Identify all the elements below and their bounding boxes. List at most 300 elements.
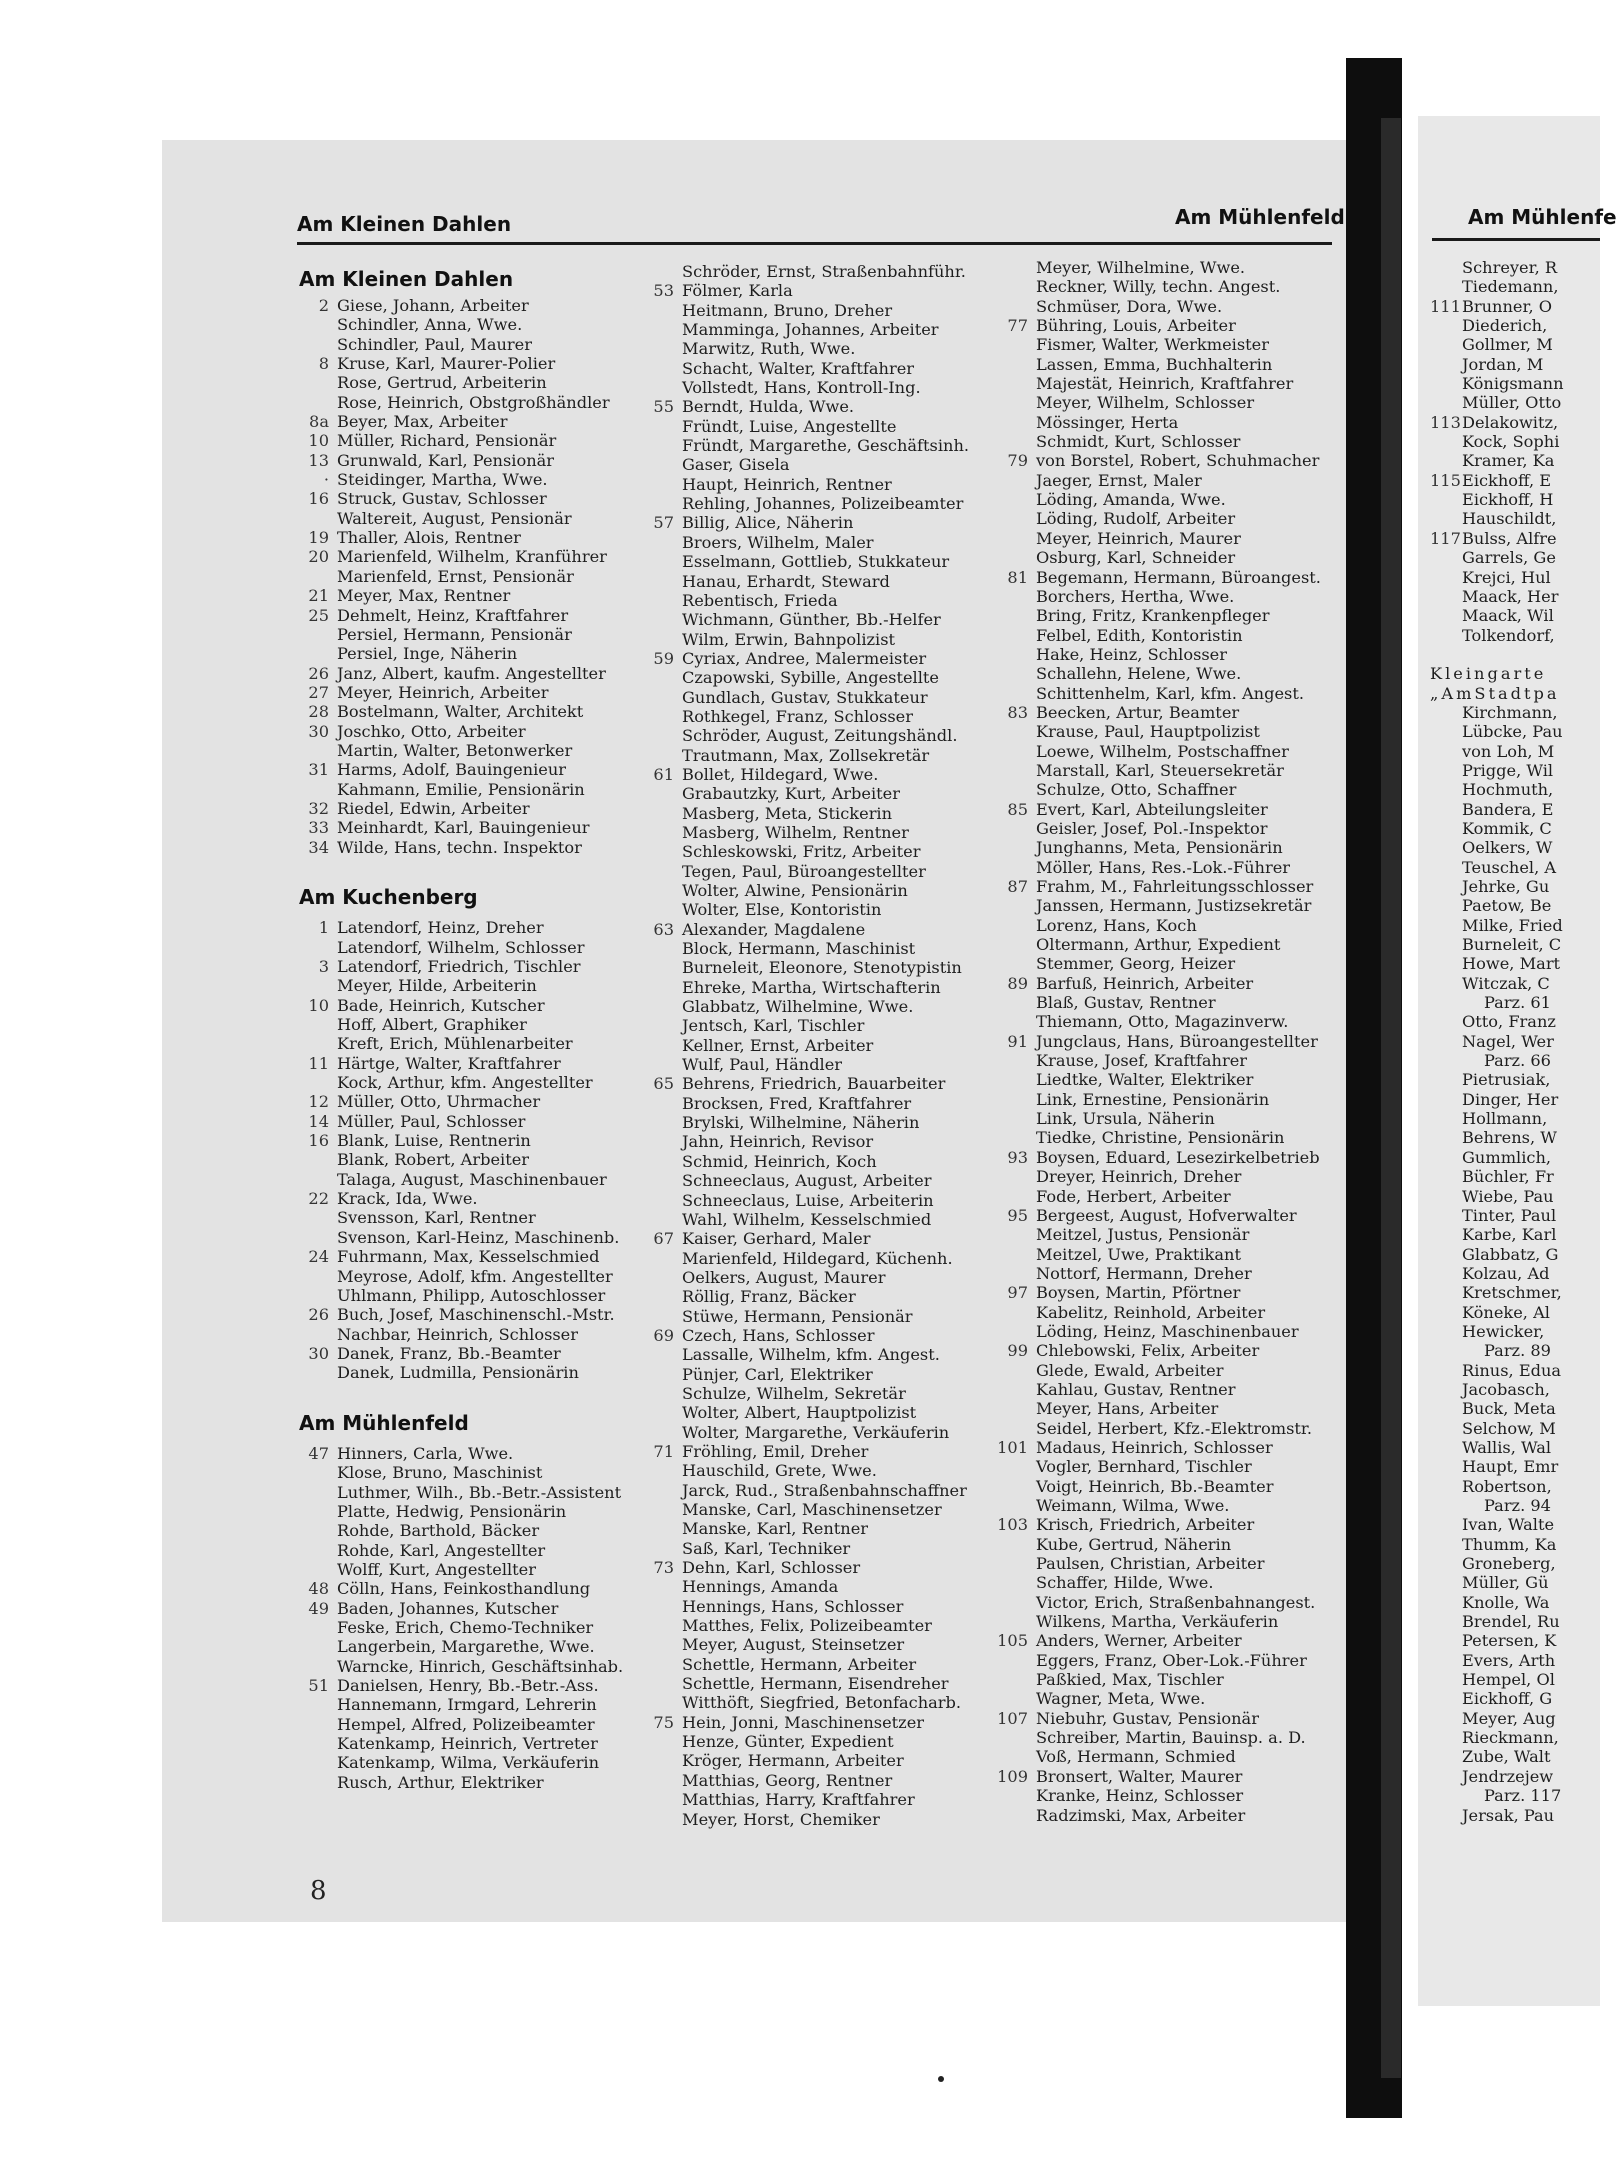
- resident-text: Fismer, Walter, Werkmeister: [1036, 335, 1269, 355]
- resident-entry: [1430, 1767, 1600, 1786]
- resident-entry: [992, 1225, 1344, 1244]
- house-number: [293, 1463, 337, 1482]
- resident-entry: [638, 1268, 990, 1287]
- resident-text: Steidinger, Martha, Wwe.: [337, 470, 548, 490]
- resident-entry: [992, 1767, 1344, 1786]
- resident-text: Schacht, Walter, Kraftfahrer: [682, 358, 915, 378]
- house-number: [638, 1655, 682, 1674]
- resident-text: Voigt, Heinrich, Bb.-Beamter: [1036, 1476, 1274, 1496]
- street-heading: Am Mühlenfeld: [299, 1410, 469, 1435]
- house-number: 75: [653, 1712, 674, 1732]
- resident-entry: [638, 1732, 990, 1751]
- resident-entry: [638, 455, 990, 474]
- house-number: [638, 1132, 682, 1151]
- resident-entry: [638, 1461, 990, 1480]
- resident-text: Danek, Ludmilla, Pensionärin: [337, 1363, 579, 1383]
- resident-text: Meyer, Wilhelmine, Wwe.: [1036, 258, 1246, 277]
- resident-entry: [638, 1326, 990, 1345]
- resident-entry: [293, 918, 661, 937]
- resident-text: Meyer, Hans, Arbeiter: [1036, 1399, 1219, 1419]
- resident-text: Wolff, Kurt, Angestellter: [337, 1559, 536, 1579]
- resident-entry: [1430, 1109, 1600, 1128]
- resident-text: Talaga, August, Maschinenbauer: [337, 1169, 607, 1189]
- house-number: [638, 572, 682, 591]
- resident-entry: [1430, 1612, 1600, 1631]
- house-number: 101: [997, 1437, 1028, 1457]
- house-number: 63: [653, 919, 674, 939]
- resident-entry: [638, 339, 990, 358]
- resident-text: Fründt, Margarethe, Geschäftsinh.: [682, 436, 970, 456]
- house-number: [638, 842, 682, 861]
- resident-entry: [638, 649, 990, 668]
- house-number: [992, 761, 1036, 780]
- house-number: 8: [318, 354, 329, 374]
- house-number: 32: [308, 798, 329, 818]
- resident-entry: [638, 1423, 990, 1442]
- resident-entry: [1430, 1187, 1600, 1206]
- resident-text: Kretschmer,: [1462, 1283, 1562, 1303]
- resident-entry: [638, 746, 990, 765]
- house-number: 12: [308, 1092, 329, 1112]
- resident-text: Dehn, Karl, Schlosser: [682, 1558, 861, 1578]
- house-number: [638, 1810, 682, 1829]
- resident-text: Bronsert, Walter, Maurer: [1036, 1766, 1243, 1786]
- resident-entry: [638, 436, 990, 455]
- resident-text: Wagner, Meta, Wwe.: [1036, 1689, 1206, 1709]
- resident-text: Majestät, Heinrich, Kraftfahrer: [1036, 374, 1294, 394]
- resident-text: Schaffer, Hilde, Wwe.: [1036, 1573, 1214, 1593]
- resident-text: Manske, Karl, Rentner: [682, 1519, 869, 1539]
- resident-text: Grabautzky, Kurt, Arbeiter: [682, 784, 900, 804]
- resident-text: Dehmelt, Heinz, Kraftfahrer: [337, 605, 569, 625]
- house-number: 26: [308, 1305, 329, 1325]
- house-number: 2: [318, 296, 329, 315]
- house-number: [638, 900, 682, 919]
- resident-entry: [1430, 1361, 1600, 1380]
- street-heading: Am Kleinen Dahlen: [299, 267, 514, 291]
- resident-entry: [1430, 1786, 1600, 1805]
- house-number: 113: [1430, 412, 1461, 432]
- resident-entry: [1430, 703, 1600, 722]
- house-number: 53: [653, 281, 674, 301]
- resident-text: Grunwald, Karl, Pensionär: [337, 450, 555, 470]
- house-number: 71: [653, 1441, 674, 1461]
- house-number: [1430, 1225, 1462, 1244]
- resident-text: Meyer, Aug: [1462, 1708, 1556, 1728]
- resident-text: Cyriax, Andree, Malermeister: [682, 648, 927, 668]
- resident-text: Hochmuth,: [1462, 780, 1554, 800]
- resident-entry: [992, 432, 1344, 451]
- house-number: 91: [1007, 1031, 1028, 1051]
- house-number: [293, 1150, 337, 1169]
- house-number: [992, 471, 1036, 490]
- resident-text: Prigge, Wil: [1462, 760, 1554, 780]
- house-number: [293, 1560, 337, 1579]
- resident-entry: [992, 1747, 1344, 1766]
- house-number: [293, 1715, 337, 1734]
- resident-text: Gummlich,: [1462, 1147, 1552, 1167]
- resident-text: Latendorf, Friedrich, Tischler: [337, 957, 581, 976]
- resident-text: Hoff, Albert, Graphiker: [337, 1015, 527, 1035]
- house-number: [992, 413, 1036, 432]
- house-number: [638, 339, 682, 358]
- house-number: 111: [1430, 296, 1461, 316]
- resident-entry: [992, 1496, 1344, 1515]
- house-number: [638, 436, 682, 455]
- house-number: [638, 1751, 682, 1770]
- house-number: [638, 862, 682, 881]
- resident-entry: [638, 1442, 990, 1461]
- resident-entry: [293, 315, 661, 334]
- house-number: [293, 1325, 337, 1344]
- resident-text: Zube, Walt: [1462, 1747, 1551, 1767]
- house-number: [992, 684, 1036, 703]
- resident-entry: [992, 1303, 1344, 1322]
- resident-text: Meitzel, Justus, Pensionär: [1036, 1225, 1250, 1245]
- resident-entry: [992, 1457, 1344, 1476]
- resident-text: Hake, Heinz, Schlosser: [1036, 644, 1228, 664]
- resident-entry: [992, 471, 1344, 490]
- resident-text: Löding, Heinz, Maschinenbauer: [1036, 1321, 1299, 1341]
- house-number: [638, 1345, 682, 1364]
- house-number: [992, 606, 1036, 625]
- house-number: [638, 1577, 682, 1596]
- resident-entry: [293, 431, 661, 450]
- house-number: [638, 320, 682, 339]
- resident-entry: [638, 1229, 990, 1248]
- section-heading: Kleingarte: [1430, 664, 1547, 684]
- resident-entry: [638, 1036, 990, 1055]
- resident-entry: [293, 1344, 661, 1363]
- resident-entry: [293, 976, 661, 995]
- resident-text: Manske, Carl, Maschinensetzer: [682, 1500, 942, 1519]
- resident-entry: [293, 1715, 661, 1734]
- resident-text: Borchers, Hertha, Wwe.: [1036, 586, 1235, 606]
- house-number: [638, 630, 682, 649]
- house-number: [992, 1322, 1036, 1341]
- resident-entry: [293, 1541, 661, 1560]
- house-number: [638, 746, 682, 765]
- resident-entry: [638, 1365, 990, 1384]
- resident-text: Schittenhelm, Karl, kfm. Angest.: [1036, 683, 1305, 703]
- resident-text: Meyer, Horst, Chemiker: [682, 1809, 880, 1829]
- house-number: 8a: [309, 412, 329, 432]
- resident-entry: [992, 1070, 1344, 1089]
- resident-text: Krause, Paul, Hauptpolizist: [1036, 722, 1260, 742]
- resident-text: Jendrzejew: [1462, 1766, 1554, 1786]
- resident-text: Schettle, Hermann, Eisendreher: [682, 1674, 949, 1694]
- resident-entry: [1430, 1399, 1600, 1418]
- resident-entry: [1430, 1225, 1600, 1244]
- house-number: [1430, 877, 1462, 896]
- house-number: [1430, 896, 1462, 915]
- resident-entry: [638, 572, 990, 591]
- resident-entry: [638, 1539, 990, 1558]
- house-number: [992, 645, 1036, 664]
- resident-entry: [992, 703, 1344, 722]
- resident-text: Bring, Fritz, Krankenpfleger: [1036, 606, 1270, 626]
- resident-entry: [638, 1558, 990, 1577]
- resident-entry: [293, 489, 661, 508]
- resident-text: Berndt, Hulda, Wwe.: [682, 397, 855, 417]
- house-number: [293, 1286, 337, 1305]
- resident-entry: [1430, 393, 1600, 412]
- house-number: [638, 939, 682, 958]
- house-number: [992, 1225, 1036, 1244]
- resident-entry: [992, 258, 1344, 277]
- house-number: [992, 1728, 1036, 1747]
- resident-entry: [293, 1657, 661, 1676]
- resident-entry: [293, 586, 661, 605]
- house-number: [1430, 1457, 1462, 1476]
- resident-entry: [293, 1228, 661, 1247]
- resident-text: Behrens, Friedrich, Bauarbeiter: [682, 1074, 946, 1094]
- resident-text: Meyer, Wilhelm, Schlosser: [1036, 393, 1255, 413]
- resident-entry: [638, 862, 990, 881]
- house-number: [1430, 509, 1462, 528]
- resident-entry: [638, 707, 990, 726]
- house-number: [992, 587, 1036, 606]
- resident-entry: [1430, 1631, 1600, 1650]
- resident-text: Rehling, Johannes, Polizeibeamter: [682, 494, 964, 514]
- resident-text: Latendorf, Heinz, Dreher: [337, 918, 544, 938]
- resident-text: Kröger, Hermann, Arbeiter: [682, 1751, 904, 1771]
- resident-entry: [293, 335, 661, 354]
- house-number: 109: [997, 1766, 1028, 1786]
- resident-entry: [638, 1500, 990, 1519]
- house-number: [638, 1519, 682, 1538]
- resident-text: Janz, Albert, kaufm. Angestellter: [337, 663, 606, 683]
- resident-text: Jarck, Rud., Straßenbahnschaffner: [682, 1480, 967, 1500]
- resident-text: Brendel, Ru: [1462, 1612, 1560, 1632]
- house-number: [992, 393, 1036, 412]
- running-header-left: Am Kleinen Dahlen: [297, 212, 512, 236]
- house-number: [992, 664, 1036, 683]
- house-number: [992, 432, 1036, 451]
- house-number: [992, 1689, 1036, 1708]
- house-number: [1430, 277, 1462, 296]
- resident-entry: [992, 935, 1344, 954]
- resident-entry: [992, 1283, 1344, 1302]
- resident-text: Oltermann, Arthur, Expedient: [1036, 935, 1281, 955]
- resident-entry: [293, 1286, 661, 1305]
- house-number: 103: [997, 1515, 1028, 1535]
- resident-text: Hauschildt,: [1462, 509, 1557, 529]
- resident-text: Paßkied, Max, Tischler: [1036, 1670, 1224, 1690]
- house-number: [293, 1541, 337, 1560]
- resident-text: Otto, Franz: [1462, 1012, 1556, 1032]
- house-number: [293, 509, 337, 528]
- resident-entry: [638, 726, 990, 745]
- house-number: [1430, 258, 1462, 277]
- house-number: [1430, 780, 1462, 799]
- house-number: [992, 509, 1036, 528]
- resident-entry: [293, 780, 661, 799]
- house-number: [638, 823, 682, 842]
- resident-text: Müller, Gü: [1462, 1573, 1549, 1593]
- house-number: 10: [308, 995, 329, 1015]
- resident-text: Möller, Hans, Res.-Lok.-Führer: [1036, 857, 1291, 877]
- resident-text: Blank, Luise, Rentnerin: [337, 1131, 531, 1151]
- section-gap: [1430, 645, 1600, 664]
- house-number: [293, 644, 337, 663]
- resident-text: Broers, Wilhelm, Maler: [682, 532, 874, 552]
- house-number: [992, 1806, 1036, 1825]
- resident-text: Glabbatz, G: [1462, 1244, 1559, 1264]
- resident-entry: [293, 1131, 661, 1150]
- resident-entry: [1430, 819, 1600, 838]
- resident-entry: [293, 664, 661, 683]
- resident-text: Hein, Jonni, Maschinensetzer: [682, 1712, 925, 1732]
- resident-entry: [638, 378, 990, 397]
- resident-text: Eickhoff, H: [1462, 490, 1554, 510]
- house-number: [1430, 1593, 1462, 1612]
- house-number: [1430, 1535, 1462, 1554]
- column-2: [638, 262, 990, 1829]
- house-number: [638, 1016, 682, 1035]
- house-number: [293, 1170, 337, 1189]
- resident-entry: [1430, 1477, 1600, 1496]
- resident-entry: [992, 1515, 1344, 1534]
- house-number: [293, 1618, 337, 1637]
- resident-entry: [1430, 838, 1600, 857]
- resident-entry: [992, 1593, 1344, 1612]
- house-number: [992, 1167, 1036, 1186]
- house-number: [1430, 1689, 1462, 1708]
- house-number: [992, 1187, 1036, 1206]
- resident-text: Wichmann, Günther, Bb.-Helfer: [682, 610, 941, 630]
- house-number: [992, 780, 1036, 799]
- house-number: [1430, 1728, 1462, 1747]
- resident-entry: [293, 818, 661, 837]
- resident-text: Jehrke, Gu: [1462, 877, 1550, 896]
- house-number: [1430, 722, 1462, 741]
- resident-text: Pünjer, Carl, Elektriker: [682, 1364, 873, 1384]
- resident-entry: [293, 296, 661, 315]
- resident-text: Voß, Hermann, Schmied: [1036, 1747, 1236, 1767]
- resident-entry: [293, 412, 661, 431]
- house-number: 28: [308, 702, 329, 722]
- resident-text: Lassalle, Wilhelm, kfm. Angest.: [682, 1345, 940, 1365]
- house-number: [638, 1249, 682, 1268]
- house-number: [1430, 1303, 1462, 1322]
- resident-entry: [638, 1384, 990, 1403]
- resident-entry: [992, 742, 1344, 761]
- house-number: [992, 1457, 1036, 1476]
- resident-text: Buck, Meta: [1462, 1399, 1556, 1419]
- resident-entry: [992, 1612, 1344, 1631]
- house-number: [1430, 1032, 1462, 1051]
- resident-entry: [293, 1150, 661, 1169]
- resident-text: Stemmer, Georg, Heizer: [1036, 954, 1236, 974]
- resident-text: Matthias, Harry, Kraftfahrer: [682, 1790, 915, 1810]
- house-number: [992, 722, 1036, 741]
- resident-text: Katenkamp, Heinrich, Vertreter: [337, 1734, 598, 1754]
- resident-text: Wiebe, Pau: [1462, 1186, 1554, 1206]
- house-number: [1430, 1670, 1462, 1689]
- resident-entry: [293, 528, 661, 547]
- resident-text: Tiedke, Christine, Pensionärin: [1036, 1128, 1285, 1148]
- resident-text: Witczak, C: [1462, 973, 1550, 993]
- house-number: [1430, 374, 1462, 393]
- resident-entry: [638, 475, 990, 494]
- resident-entry: [992, 1709, 1344, 1728]
- resident-entry: [1430, 1535, 1600, 1554]
- house-number: [638, 804, 682, 823]
- house-number: [1430, 974, 1462, 993]
- resident-entry: [1430, 413, 1600, 432]
- house-number: 95: [1007, 1205, 1028, 1225]
- resident-text: Schindler, Anna, Wwe.: [337, 315, 523, 335]
- resident-text: Riedel, Edwin, Arbeiter: [337, 798, 530, 818]
- resident-entry: [638, 513, 990, 532]
- house-number: [1430, 490, 1462, 509]
- resident-entry: [638, 823, 990, 842]
- resident-entry: [293, 1170, 661, 1189]
- resident-text: Ivan, Walte: [1462, 1515, 1555, 1535]
- house-number: [638, 262, 682, 281]
- resident-entry: [992, 800, 1344, 819]
- resident-text: Stüwe, Hermann, Pensionär: [682, 1306, 913, 1326]
- resident-entry: [1430, 1206, 1600, 1225]
- resident-text: Schmüser, Dora, Wwe.: [1036, 296, 1223, 316]
- resident-text: Brunner, O: [1462, 296, 1553, 316]
- house-number: [293, 1034, 337, 1053]
- resident-entry: [992, 1245, 1344, 1264]
- resident-text: Burneleit, C: [1462, 935, 1562, 955]
- resident-entry: [293, 957, 661, 976]
- resident-entry: [992, 587, 1344, 606]
- resident-entry: [293, 547, 661, 566]
- resident-text: Weimann, Wilma, Wwe.: [1036, 1496, 1230, 1515]
- house-number: [638, 1307, 682, 1326]
- resident-text: Kramer, Ka: [1462, 451, 1555, 471]
- resident-entry: [293, 760, 661, 779]
- resident-text: Boysen, Eduard, Lesezirkelbetrieb: [1036, 1147, 1320, 1167]
- resident-text: Witthöft, Siegfried, Betonfacharb.: [682, 1693, 962, 1713]
- resident-text: Kube, Gertrud, Näherin: [1036, 1534, 1232, 1554]
- house-number: 24: [308, 1247, 329, 1267]
- resident-entry: [293, 373, 661, 392]
- resident-text: Niebuhr, Gustav, Pensionär: [1036, 1708, 1259, 1728]
- resident-entry: [1430, 1167, 1600, 1186]
- resident-entry: [293, 1363, 661, 1382]
- house-number: [638, 1055, 682, 1074]
- resident-text: Ehreke, Martha, Wirtschafterin: [682, 977, 941, 997]
- resident-entry: [638, 281, 990, 300]
- resident-text: Nottorf, Hermann, Dreher: [1036, 1263, 1252, 1283]
- running-header-middle: Am Mühlenfeld: [1175, 205, 1345, 229]
- resident-text: Krack, Ida, Wwe.: [337, 1189, 478, 1209]
- resident-text: Meyer, August, Steinsetzer: [682, 1635, 905, 1655]
- resident-text: Robertson,: [1462, 1476, 1552, 1496]
- resident-text: Warncke, Hinrich, Geschäftsinhab.: [337, 1656, 624, 1676]
- house-number: [1430, 1128, 1462, 1147]
- resident-text: Barfuß, Heinrich, Arbeiter: [1036, 973, 1254, 993]
- house-number: [992, 993, 1036, 1012]
- house-number: [638, 417, 682, 436]
- resident-text: Tiedemann,: [1462, 277, 1559, 297]
- resident-entry: [638, 1693, 990, 1712]
- house-number: [1430, 916, 1462, 935]
- house-number: [638, 1732, 682, 1751]
- house-number: [638, 610, 682, 629]
- resident-entry: [1430, 974, 1600, 993]
- resident-entry: [992, 1128, 1344, 1147]
- resident-entry: [638, 591, 990, 610]
- resident-text: Kock, Sophi: [1462, 432, 1560, 452]
- resident-text: Lassen, Emma, Buchhalterin: [1036, 354, 1273, 374]
